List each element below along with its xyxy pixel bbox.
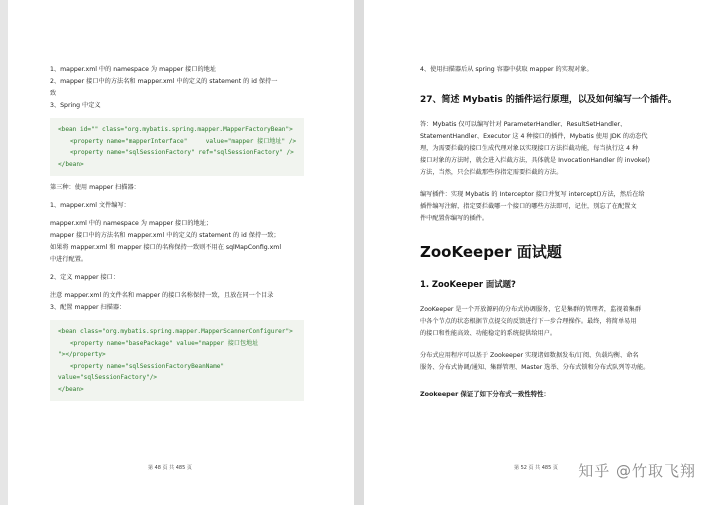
text-line: 如果将 mapper.xml 和 mapper 接口的名称保持一致则不用在 sqlMapConfig.xml	[50, 244, 282, 251]
text-line: 1、mapper.xml 中的 namespace 为 mapper 接口的地址	[50, 66, 217, 73]
text-line: 3、Spring 中定义	[50, 102, 101, 109]
code-line: value="sqlSessionFactory"/>	[58, 374, 158, 381]
page-number: 第 52 页 共 485 页	[514, 465, 558, 471]
text-line: StatementHandler、Executor 这 4 种接口的插件，Mybatis 使用 JDK 的动态代	[420, 133, 648, 140]
zhihu-watermark: 知乎 @竹取飞翔	[578, 462, 696, 480]
text-line: 中各个节点的状态根据节点提交的反馈进行下一步合理操作。最终，将简单易用	[420, 318, 637, 325]
code-line: <property name="mapperInterface" value="mapper 接口地址" />	[70, 137, 297, 145]
text-line: 的接口和性能高效、功能稳定的系统提供给用户。	[420, 330, 557, 337]
text-line: 中进行配置。	[50, 256, 88, 263]
text-line: 方法，当然，只会拦截那些你指定需要拦截的方法。	[420, 169, 563, 176]
chapter-title: ZooKeeper 面试题	[420, 243, 562, 261]
text-line: 服务、分布式协调/通知、集群管理、Master 选举、分布式锁和分布式队列等功能。	[420, 364, 650, 371]
text-line: 2、mapper 接口中的方法名和 mapper.xml 中的定义的 statement 的 id 保持一	[50, 78, 278, 85]
code-line: <property name="sqlSessionFactory" ref="sqlSessionFactory" />	[70, 149, 294, 156]
text-line-bold: Zookeeper 保证了如下分布式一致性特性：	[420, 390, 550, 398]
section-heading: 27、简述 Mybatis 的插件运行原理，以及如何编写一个插件。	[420, 95, 677, 105]
text-line: 4、使用扫描器后从 spring 容器中获取 mapper 的实现对象。	[420, 66, 593, 73]
text-line: 接口对象的方法时，就会进入拦截方法，具体就是 InvocationHandler 的 invoke()	[420, 157, 650, 164]
code-line: <property name="basePackage" value="mapper 接口包地址	[70, 339, 259, 347]
text-line: 注意 mapper.xml 的文件名和 mapper 的接口名称保持一致，且放在同一个目录	[50, 292, 274, 299]
code-line: <bean id="" class="org.mybatis.spring.mapper.MapperFactoryBean">	[58, 126, 293, 133]
text-line: 1、mapper.xml 文件编写：	[50, 202, 130, 209]
subsection-heading: 1. ZooKeeper 面试题?	[420, 279, 516, 289]
text-line: 理，为需要拦截的接口生成代理对象以实现接口方法拦截功能，每当执行这 4 种	[420, 145, 639, 152]
code-line: </bean>	[58, 385, 84, 393]
text-line: ZooKeeper 是一个开放源码的分布式协调服务，它是集群的管理者，监视着集群	[420, 306, 642, 313]
left-document-page	[8, 0, 354, 505]
text-line: 致	[50, 90, 57, 97]
text-line: 3、配置 mapper 扫描器：	[50, 304, 126, 311]
text-line: 件中配置你编写的插件。	[420, 215, 489, 222]
text-line: 第三种：使用 mapper 扫描器：	[50, 184, 140, 191]
code-line: <bean class="org.mybatis.spring.mapper.MapperScannerConfigurer">	[58, 328, 293, 335]
text-line: mapper 接口中的方法名和 mapper.xml 中的定义的 statement 的 id 保持一致；	[50, 232, 280, 239]
code-line: </bean>	[58, 160, 84, 168]
text-line: 答：Mybatis 仅可以编写针对 ParameterHandler、ResultSetHandler、	[420, 121, 627, 128]
code-block-mapper-factory-bean	[50, 118, 304, 176]
code-block-mapper-scanner	[50, 320, 304, 401]
text-line: 插件编写注解，指定要拦截哪一个接口的哪些方法即可，记住，别忘了在配置文	[420, 203, 637, 210]
code-line: "></property>	[58, 351, 106, 358]
page-divider	[354, 0, 364, 505]
text-line: 2、定义 mapper 接口：	[50, 274, 120, 281]
page-number: 第 48 页 共 485 页	[148, 465, 192, 471]
right-document-page	[364, 0, 720, 505]
text-line: 编写插件：实现 Mybatis 的 Interceptor 接口并复写 intercept()方法，然后在给	[420, 191, 645, 198]
code-line: <property name="sqlSessionFactoryBeanName"	[70, 362, 225, 370]
text-line: mapper.xml 中的 namespace 为 mapper 接口的地址；	[50, 220, 213, 227]
text-line: 分布式应用程序可以基于 Zookeeper 实现诸如数据发布/订阅、负载均衡、命名	[420, 352, 639, 359]
